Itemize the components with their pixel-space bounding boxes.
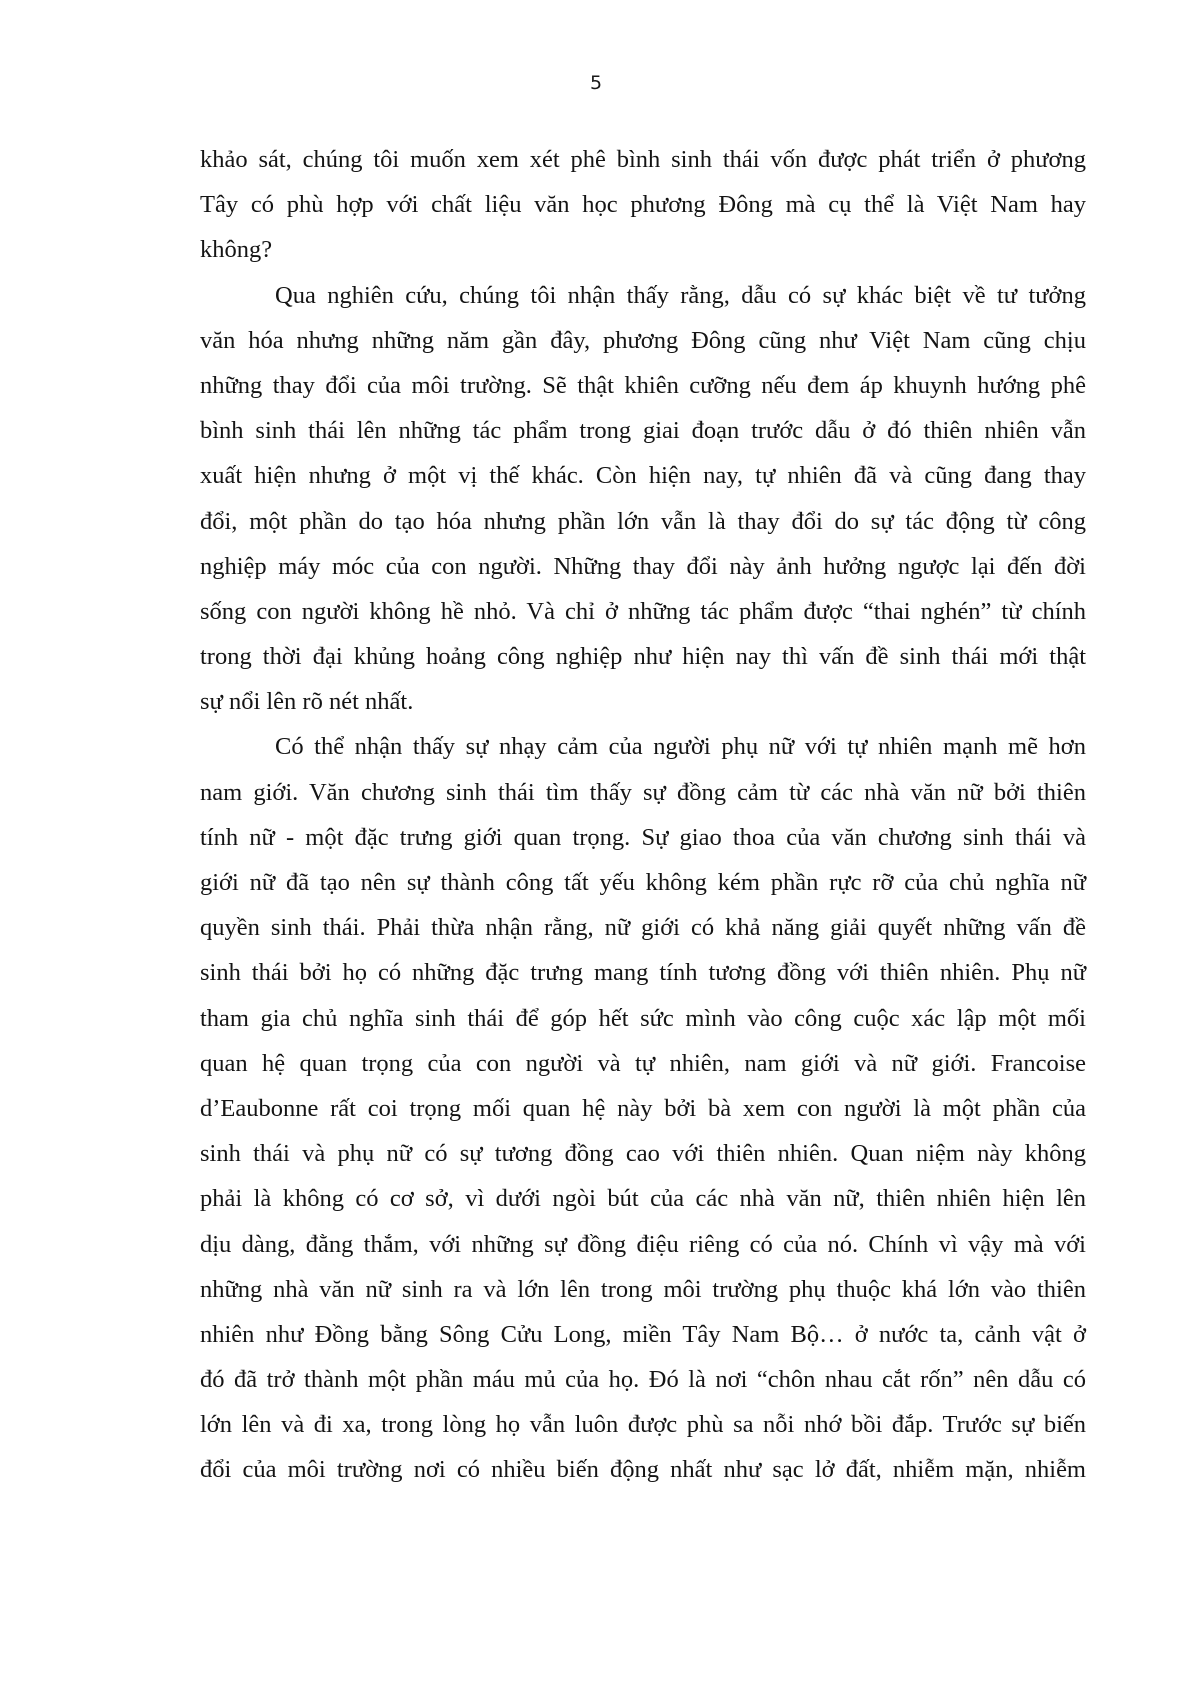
text-line: Tây có phù hợp với chất liệu văn học phương Đông mà cụ thể là Việt Nam hay: [200, 191, 1086, 219]
text-line: dịu dàng, đằng thắm, với những sự đồng điệu riêng có của nó. Chính vì vậy mà với: [200, 1230, 1086, 1258]
text-line: tham gia chủ nghĩa sinh thái để góp hết sức mình vào công cuộc xác lập một mối: [200, 1004, 1086, 1032]
text-line: xuất hiện nhưng ở một vị thế khác. Còn hiện nay, tự nhiên đã và cũng đang thay: [200, 462, 1086, 490]
text-line: sự nổi lên rõ nét nhất.: [200, 688, 414, 716]
text-line: Qua nghiên cứu, chúng tôi nhận thấy rằng, dẫu có sự khác biệt về tư tưởng: [275, 281, 1086, 309]
text-line: nam giới. Văn chương sinh thái tìm thấy sự đồng cảm từ các nhà văn nữ bởi thiên: [200, 778, 1086, 806]
text-line: bình sinh thái lên những tác phẩm trong giai đoạn trước dẫu ở đó thiên nhiên vẫn: [200, 417, 1086, 445]
text-line: văn hóa nhưng những năm gần đây, phương Đông cũng như Việt Nam cũng chịu: [200, 326, 1086, 354]
text-line: sinh thái và phụ nữ có sự tương đồng cao với thiên nhiên. Quan niệm này không: [200, 1140, 1086, 1168]
text-line: lớn lên và đi xa, trong lòng họ vẫn luôn được phù sa nỗi nhớ bồi đắp. Trước sự biến: [200, 1411, 1086, 1439]
text-line: phải là không có cơ sở, vì dưới ngòi bút của các nhà văn nữ, thiên nhiên hiện lên: [200, 1185, 1086, 1213]
text-line: đổi của môi trường nơi có nhiều biến động nhất như sạc lở đất, nhiễm mặn, nhiễm: [200, 1456, 1086, 1484]
text-line: khảo sát, chúng tôi muốn xem xét phê bình sinh thái vốn được phát triển ở phương: [200, 146, 1086, 173]
text-line: sống con người không hề nhỏ. Và chỉ ở những tác phẩm được “thai nghén” từ chính: [200, 597, 1086, 625]
text-line: không?: [200, 236, 273, 264]
text-line: quyền sinh thái. Phải thừa nhận rằng, nữ giới có khả năng giải quyết những vấn đề: [200, 914, 1086, 942]
text-line: Có thể nhận thấy sự nhạy cảm của người phụ nữ với tự nhiên mạnh mẽ hơn: [275, 733, 1086, 761]
text-line: những nhà văn nữ sinh ra và lớn lên trong môi trường phụ thuộc khá lớn vào thiên: [200, 1275, 1086, 1303]
text-line: sinh thái bởi họ có những đặc trưng mang tính tương đồng với thiên nhiên. Phụ nữ: [200, 959, 1086, 987]
text-line: tính nữ - một đặc trưng giới quan trọng. Sự giao thoa của văn chương sinh thái và: [200, 823, 1086, 851]
text-line: nhiên như Đồng bằng Sông Cửu Long, miền Tây Nam Bộ… ở nước ta, cảnh vật ở: [200, 1320, 1086, 1348]
text-line: những thay đổi của môi trường. Sẽ thật khiên cưỡng nếu đem áp khuynh hướng phê: [200, 371, 1086, 399]
text-line: nghiệp máy móc của con người. Những thay đổi này ảnh hưởng ngược lại đến đời: [200, 552, 1086, 580]
text-line: đó đã trở thành một phần máu mủ của họ. Đó là nơi “chôn nhau cắt rốn” nên dẫu có: [200, 1366, 1086, 1394]
text-line: quan hệ quan trọng của con người và tự nhiên, nam giới và nữ giới. Francoise: [200, 1049, 1086, 1077]
body-text: [200, 137, 1086, 1493]
text-line: trong thời đại khủng hoảng công nghiệp như hiện nay thì vấn đề sinh thái mới thật: [200, 643, 1086, 671]
page-number: 5: [589, 72, 603, 94]
text-line: d’Eaubonne rất coi trọng mối quan hệ này bởi bà xem con người là một phần của: [200, 1094, 1086, 1122]
text-line: đổi, một phần do tạo hóa nhưng phần lớn vẫn là thay đổi do sự tác động từ công: [200, 507, 1086, 535]
text-line: giới nữ đã tạo nên sự thành công tất yếu không kém phần rực rỡ của chủ nghĩa nữ: [200, 869, 1086, 896]
